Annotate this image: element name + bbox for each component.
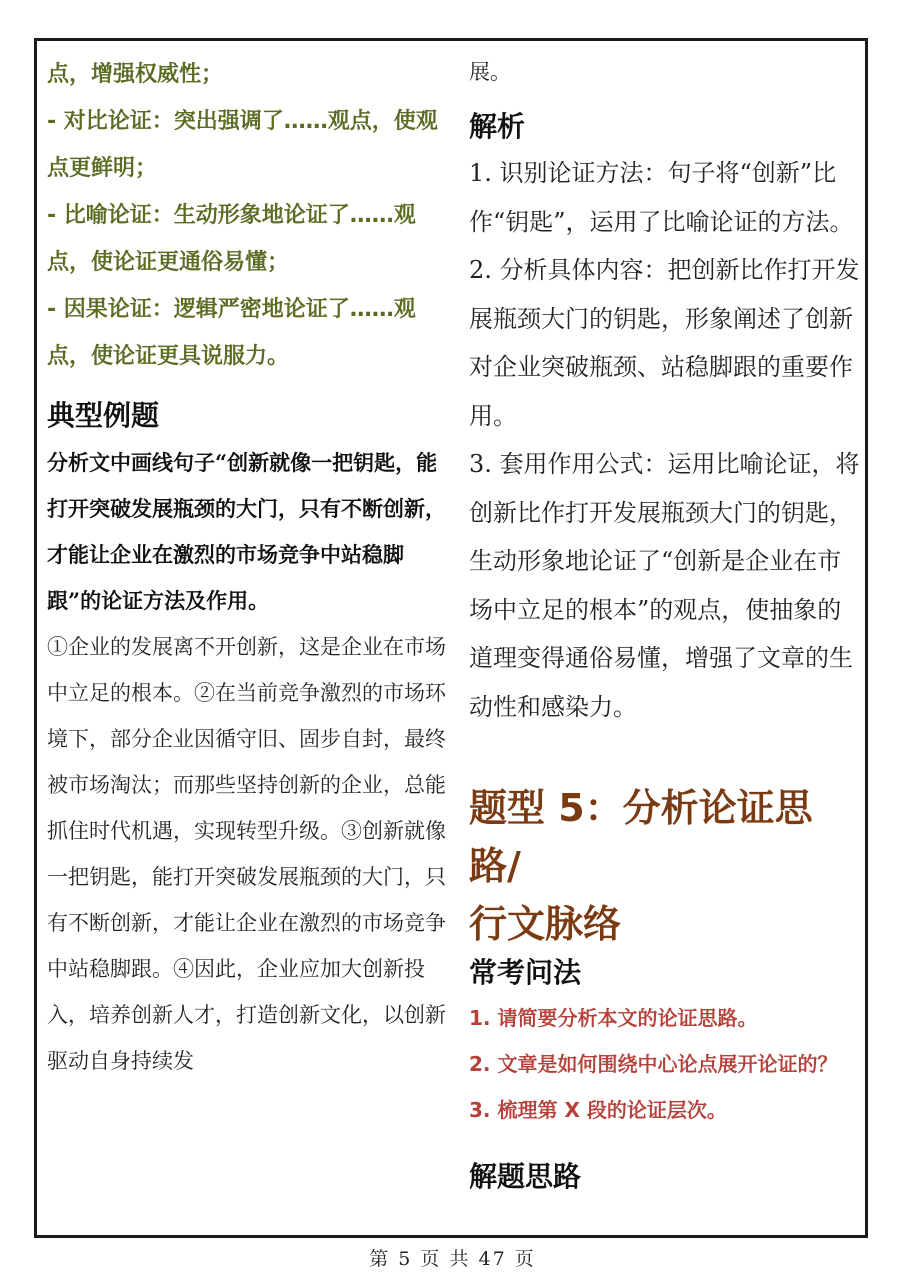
tip-line: - 比喻论证：生动形象地论证了……观点，使论证更通俗易懂； [47,203,416,275]
analysis-steps [469,149,864,731]
analysis-step: 1. 识别论证方法：句子将“创新”比作“钥匙”，运用了比喻论证的方法。 [469,159,854,236]
example-heading: 典型例题 [47,399,160,432]
type-title-line: 行文脉络 [469,902,622,946]
left-column [47,41,452,1084]
analysis-step: 2. 分析具体内容：把创新比作打开发展瓶颈大门的钥匙，形象阐述了创新对企业突破瓶颈、站稳脚跟的重要作用。 [469,256,860,430]
solving-heading: 解题思路 [469,1160,582,1193]
common-question: 1. 请简要分析本文的论证思路。 [469,1006,758,1030]
argument-method-tips [47,51,452,380]
tip-line: 点，增强权威性； [47,62,224,87]
tip-line: - 对比论证：突出强调了……观点，使观点更鲜明； [47,109,438,181]
tip-line: - 因果论证：逻辑严密地论证了……观点，使论证更具说服力。 [47,297,416,369]
common-questions-heading: 常考问法 [469,956,582,989]
page-frame [34,38,868,1238]
example-question: 分析文中画线句子“创新就像一把钥匙，能打开突破发展瓶颈的大门，只有不断创新，才能让企业在激烈的市场竞争中站稳脚跟”的论证方法及作用。 [47,450,446,613]
right-column [469,41,864,1195]
page-number: 第 5 页 共 47 页 [369,1248,536,1270]
common-question: 2. 文章是如何围绕中心论点展开论证的？ [469,1052,838,1076]
common-question: 3. 梳理第 X 段的论证层次。 [469,1098,727,1122]
common-questions-list [469,995,864,1133]
analysis-step: 3. 套用作用公式：运用比喻论证，将创新比作打开发展瓶颈大门的钥匙，生动形象地论证了“创新是企业在市场中立足的根本”的观点，使抽象的道理变得通俗易懂，增强了文章的生动性和感染力。 [469,450,860,721]
passage-continuation: 展。 [469,60,511,84]
analysis-heading: 解析 [469,110,526,143]
type-title-line: 题型 5：分析论证思路/ [469,786,813,888]
question-type-title [469,779,864,953]
example-passage: ①企业的发展离不开创新，这是企业在市场中立足的根本。②在当前竞争激烈的市场环境下，部分企业因循守旧、固步自封，最终被市场淘汰；而那些坚持创新的企业，总能抓住时代机遇，实现转型升级。③创新就像一把钥匙，能打开突破发展瓶颈的大门，只有不断创新，才能让企业在激烈的市场竞争中站稳脚跟。④因此，企业应加大创新投入，培养创新人才，打造创新文化，以创新驱动自身持续发 [47,635,446,1073]
